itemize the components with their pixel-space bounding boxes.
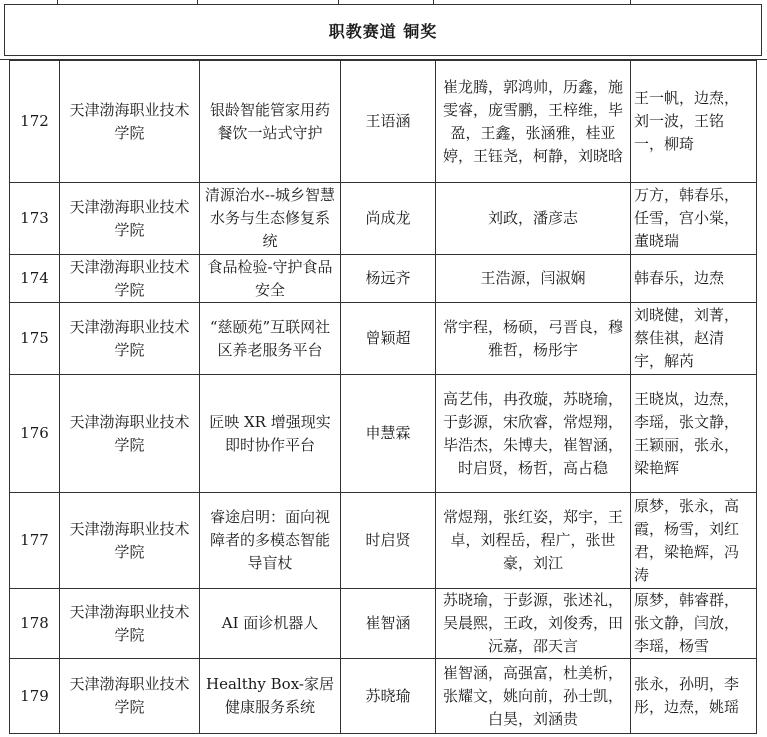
project-cell: 睿途启明：面向视障者的多模态智能导盲杖 xyxy=(200,493,341,589)
award-table xyxy=(9,60,757,734)
members-cell: 刘政，潘彦志 xyxy=(436,183,631,255)
members-cell: 崔智涵，高强富，杜美析，张耀文，姚向前，孙士凯，白昊，刘涵贵 xyxy=(436,659,631,734)
members-cell: 苏晓瑜，于彭源，张述礼，吴晨熙，王政，刘俊秀，田沅嘉，邵天言 xyxy=(436,589,631,659)
mentors-cell: 张永，孙明，李彤，边焘，姚瑶 xyxy=(631,659,757,734)
school-cell: 天津渤海职业技术学院 xyxy=(60,303,200,375)
members-cell: 高艺伟，冉孜璇，苏晓瑜，于彭源，宋欣睿，常煜翔，毕浩杰，朱博夫，崔智涵，时启贤，杨哲，高占稳 xyxy=(436,375,631,493)
project-cell: 食品检验-守护食品安全 xyxy=(200,255,341,303)
row-number: 179 xyxy=(10,659,60,734)
school-cell: 天津渤海职业技术学院 xyxy=(60,255,200,303)
school-cell: 天津渤海职业技术学院 xyxy=(60,183,200,255)
row-number: 172 xyxy=(10,61,60,183)
mentors-cell: 原梦，张永，高霞，杨雪，刘红君，梁艳辉，冯涛 xyxy=(631,493,757,589)
project-cell: 清源治水--城乡智慧水务与生态修复系统 xyxy=(200,183,341,255)
school-cell: 天津渤海职业技术学院 xyxy=(60,61,200,183)
leader-cell: 杨远齐 xyxy=(341,255,436,303)
row-number: 173 xyxy=(10,183,60,255)
members-cell: 崔龙腾，郭鸿帅，历鑫，施雯睿，庞雪鹏，王梓维，毕盈，王鑫，张涵雅，桂亚婷，王钰尧，柯静，刘晓晗 xyxy=(436,61,631,183)
table-row xyxy=(10,255,757,303)
school-cell: 天津渤海职业技术学院 xyxy=(60,375,200,493)
leader-cell: 王语涵 xyxy=(341,61,436,183)
mentors-cell: 王晓岚，边焘，李瑶，张文静，王颖丽，张永，梁艳辉 xyxy=(631,375,757,493)
project-cell: Healthy Box-家居健康服务系统 xyxy=(200,659,341,734)
section-title: 职教赛道 铜奖 xyxy=(4,4,762,56)
project-cell: 匠映 XR 增强现实即时协作平台 xyxy=(200,375,341,493)
mentors-cell: 王一帆，边焘，刘一波，王铭一，柳琦 xyxy=(631,61,757,183)
school-cell: 天津渤海职业技术学院 xyxy=(60,493,200,589)
leader-cell: 时启贤 xyxy=(341,493,436,589)
school-cell: 天津渤海职业技术学院 xyxy=(60,589,200,659)
project-cell: 银龄智能管家用药餐饮一站式守护 xyxy=(200,61,341,183)
row-number: 176 xyxy=(10,375,60,493)
table-row xyxy=(10,589,757,659)
row-number: 178 xyxy=(10,589,60,659)
members-cell: 王浩源，闫淑娴 xyxy=(436,255,631,303)
members-cell: 常煜翔，张红姿，郑宇，王卓，刘程岳，程广，张世豪，刘江 xyxy=(436,493,631,589)
leader-cell: 崔智涵 xyxy=(341,589,436,659)
members-cell: 常宇程，杨硕，弓晋良，穆雅哲，杨彤宇 xyxy=(436,303,631,375)
table-row xyxy=(10,303,757,375)
leader-cell: 苏晓瑜 xyxy=(341,659,436,734)
project-cell: “慈颐苑”互联网社区养老服务平台 xyxy=(200,303,341,375)
leader-cell: 曾颖超 xyxy=(341,303,436,375)
table-row xyxy=(10,61,757,183)
row-number: 175 xyxy=(10,303,60,375)
leader-cell: 尚成龙 xyxy=(341,183,436,255)
mentors-cell: 万方，韩春乐，任雪，宫小棠，董晓瑞 xyxy=(631,183,757,255)
mentors-cell: 刘晓健，刘菁，蔡佳祺，赵清宇，解芮 xyxy=(631,303,757,375)
table-row xyxy=(10,183,757,255)
row-number: 177 xyxy=(10,493,60,589)
project-cell: AI 面诊机器人 xyxy=(200,589,341,659)
table-row xyxy=(10,659,757,734)
leader-cell: 申慧霖 xyxy=(341,375,436,493)
row-number: 174 xyxy=(10,255,60,303)
mentors-cell: 原梦，韩睿群，张文静，闫放，李瑶，杨雪 xyxy=(631,589,757,659)
table-row xyxy=(10,493,757,589)
school-cell: 天津渤海职业技术学院 xyxy=(60,659,200,734)
table-row xyxy=(10,375,757,493)
mentors-cell: 韩春乐，边焘 xyxy=(631,255,757,303)
